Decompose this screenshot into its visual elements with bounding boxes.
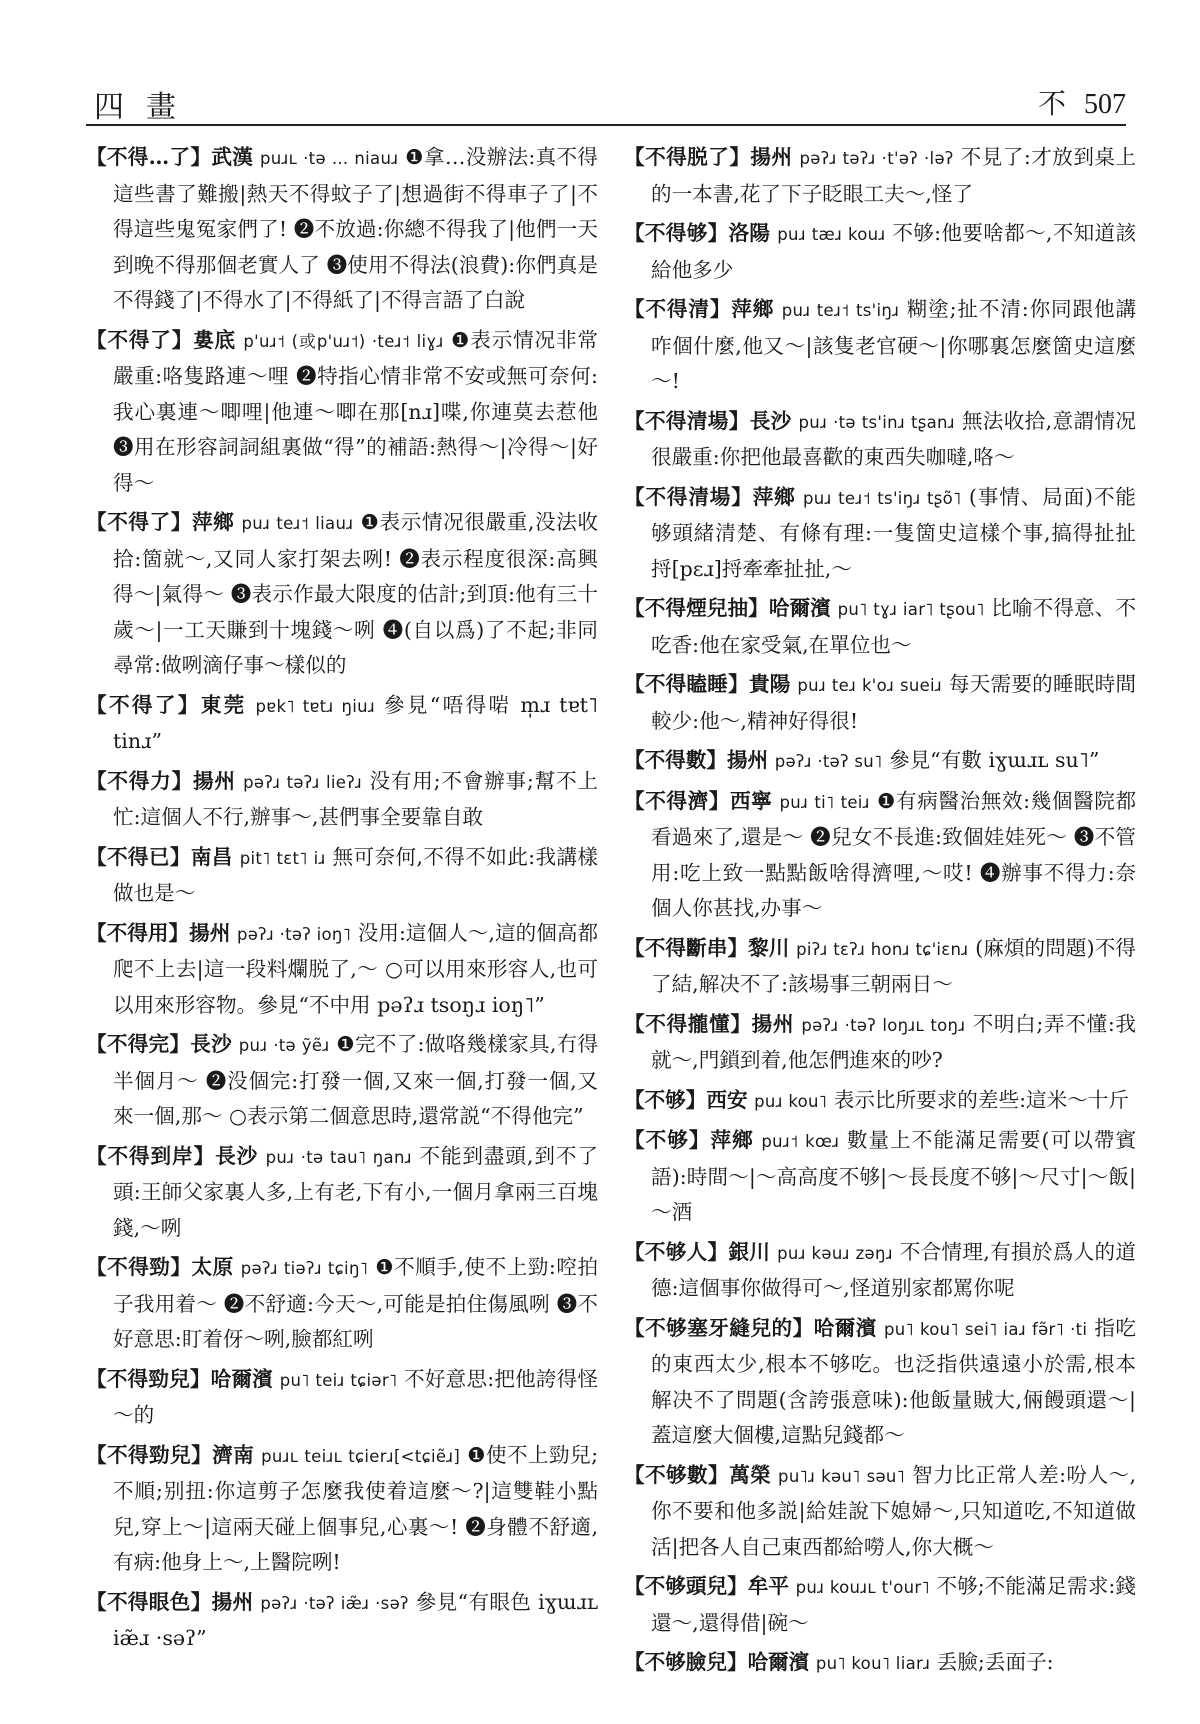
headword: 不得清場 [645, 484, 732, 509]
bracket-open: 【 [624, 1128, 646, 1152]
bracket-open: 【 [624, 1239, 645, 1264]
pronunciation: puɹ ·tə ỹẽɹ [238, 1036, 330, 1055]
dialect-location: 牟平 [747, 1574, 789, 1598]
pronunciation: pəʔɹ tiəʔɹ tɕiŋ˥ [240, 1259, 369, 1278]
dialect-location: 貴陽 [748, 672, 791, 696]
bracket-close: 】 [728, 408, 750, 433]
definition: 不能到盡頭,到不了頭:王師父家裏人多,上有老,下有小,一個月拿兩三百塊錢,～咧 [113, 1143, 598, 1240]
definition: 指吃的東西太少,根本不够吃。也泛指供遠遠小於需,根本解决不了問題(含誇張意味):他飯量賊大,倆饅頭還～|蓋這麼大個樓,這點兒錢都～ [651, 1315, 1136, 1447]
headword: 不得煙兒抽 [644, 596, 749, 620]
bracket-close: 】 [726, 1650, 748, 1674]
headword: 不够頭兒 [644, 1574, 728, 1598]
dialect-location: 哈爾濱 [210, 1366, 273, 1391]
pronunciation: pəʔɹ ·təʔ ioŋ˥ [236, 924, 352, 944]
headword: 不得脱了 [645, 145, 730, 169]
bracket-close: 】 [169, 844, 191, 869]
bracket-open: 【 [86, 1366, 107, 1391]
dialect-location: 揚州 [750, 145, 793, 169]
bracket-close: 】 [168, 920, 190, 945]
bracket-open: 【 [624, 788, 646, 813]
running-header [86, 78, 1126, 126]
dialect-location: 東莞 [200, 692, 247, 717]
dictionary-entry [624, 1083, 1136, 1120]
pronunciation: pu˥ teiɹ tɕiər˥ [279, 1370, 398, 1390]
definition: 不好意思:把他誇得怪～的 [113, 1366, 598, 1427]
headword: 不够 [645, 1128, 689, 1152]
dictionary-entry [624, 667, 1136, 739]
bracket-open: 【 [86, 844, 107, 869]
dictionary-entry [624, 784, 1136, 927]
dialect-location: 南昌 [190, 844, 233, 869]
bracket-close: 】 [170, 1255, 192, 1279]
bracket-open: 【 [624, 1315, 646, 1340]
bracket-open: 【 [624, 145, 646, 169]
pronunciation: pu˥ kou˥ sei˥ iaɹ fə̃r˥ ·ti [883, 1319, 1088, 1339]
dictionary-entry [86, 1139, 598, 1247]
headword: 不得眼色 [106, 1589, 191, 1614]
bracket-close: 】 [190, 145, 212, 169]
bracket-close: 】 [189, 1366, 211, 1391]
dialect-location: 濟南 [212, 1442, 255, 1467]
bracket-open: 【 [86, 327, 108, 352]
headword: 不得到岸 [107, 1143, 194, 1168]
bracket-open: 【 [86, 510, 108, 534]
bracket-close: 】 [708, 788, 730, 813]
dictionary-entry [86, 1585, 598, 1657]
headword: 不得勁 [107, 1255, 171, 1279]
dictionary-entry [624, 1123, 1136, 1231]
pronunciation: puɹʟ ·tə … niauɹ [259, 149, 399, 168]
headword: 不得勁兒 [106, 1366, 190, 1391]
dialect-location: 西安 [706, 1087, 748, 1112]
bracket-open: 【 [624, 297, 646, 321]
left-column [86, 140, 598, 1710]
dictionary-entry [86, 688, 598, 760]
bracket-open: 【 [624, 596, 645, 620]
definition: 不明白;弄不懂:我就～,門鎖到着,他怎們進來的吵? [651, 1011, 1136, 1072]
headword: 不够臉兒 [644, 1650, 727, 1674]
headword: 不够塞牙縫兒的 [645, 1315, 793, 1340]
dictionary-entry [624, 1569, 1136, 1641]
bracket-close: 】 [193, 1143, 216, 1168]
bracket-close: 】 [171, 768, 193, 793]
headword: 不得了 [108, 692, 178, 717]
dialect-location: 哈爾濱 [768, 596, 831, 620]
bracket-close: 】 [688, 1128, 711, 1152]
pronunciation: pu˥ɹ kəu˥ səu˥ [778, 1466, 906, 1486]
dictionary-entry [624, 140, 1136, 212]
definition: 没用:這個人～,這的個高都爬不上去|這一段料爛脱了,～ ○可以用來形容人,也可以用來形容物。參見“不中用 pəʔɹ tsoŋɹ ioŋ˥” [113, 920, 598, 1017]
dialect-location: 婁底 [193, 327, 236, 352]
dictionary-entry [624, 1458, 1136, 1566]
pronunciation: puɹ ·tə ts'inɹ tʂanɹ [798, 412, 955, 432]
bracket-open: 【 [624, 484, 646, 509]
dialect-location: 揚州 [726, 748, 769, 772]
pronunciation: puɹ ·tə tau˥ ŋanɹ [265, 1147, 412, 1167]
bracket-open: 【 [86, 920, 107, 945]
bracket-open: 【 [86, 692, 109, 717]
headword: 不得…了 [106, 145, 191, 169]
dialect-location: 洛陽 [728, 221, 771, 245]
pronunciation: pit˥ tɛt˥ iɹ [239, 848, 326, 868]
dictionary-entry [86, 505, 598, 684]
headword: 不得斷串 [644, 935, 728, 960]
bracket-open: 【 [86, 1143, 108, 1168]
headword: 不得了 [107, 327, 172, 352]
right-column [624, 140, 1136, 1710]
definition: 不够;不能滿足需求:錢還～,還得借|碗～ [651, 1574, 1136, 1635]
header-character: 不 [1037, 87, 1066, 120]
headword: 不得數 [644, 748, 707, 772]
dialect-location: 長沙 [215, 1143, 259, 1168]
dictionary-entry [624, 1235, 1136, 1307]
headword: 不够人 [644, 1239, 708, 1264]
dictionary-entry [624, 216, 1136, 288]
dictionary-entry [86, 764, 598, 836]
definition: 没有用;不會辦事;幫不上忙:這個人不行,辦事～,甚們事全要靠自敢 [113, 768, 598, 829]
definition: 丢臉;丢面子: [936, 1650, 1054, 1674]
dialect-location: 西寧 [729, 788, 773, 813]
dialect-location: 武漢 [211, 145, 254, 169]
definition: 不够:他要啥都～,不知道該給他多少 [651, 221, 1136, 282]
headword: 不得用 [106, 920, 169, 945]
dialect-location: 萬榮 [729, 1462, 772, 1487]
bracket-close: 】 [707, 221, 729, 245]
bracket-close: 】 [729, 145, 751, 169]
bracket-close: 】 [708, 1462, 730, 1487]
headword: 不得完 [106, 1032, 170, 1056]
pronunciation: pəʔɹ ·təʔ loŋɹʟ toŋɹ [801, 1015, 966, 1035]
dictionary-entry [86, 140, 598, 319]
bracket-open: 【 [624, 1574, 645, 1598]
pronunciation: puɹ kəuɹ zəŋɹ [777, 1243, 893, 1263]
definition: 智力比正常人差:吩人～,你不要和他多説|給娃說下媳婦～,只知道吃,不知道做活|把各人自己東西都給嘮人,你大概～ [651, 1462, 1136, 1559]
bracket-close: 】 [169, 1032, 191, 1056]
definition: 不見了:才放到桌上的一本書,花了下子眨眼工夫～,怪了 [651, 145, 1136, 206]
header-right [1038, 82, 1126, 122]
dictionary-entry [624, 1007, 1136, 1079]
headword: 不得濟 [645, 788, 709, 813]
pronunciation: puɹ tæɹ kouɹ [777, 225, 886, 244]
dialect-location: 銀川 [728, 1239, 771, 1264]
dictionary-entry [86, 1438, 598, 1581]
dialect-location: 萍鄉 [752, 484, 796, 509]
dictionary-entry [86, 1250, 598, 1358]
bracket-open: 【 [86, 145, 107, 169]
dialect-location: 長沙 [190, 1032, 232, 1056]
definition: ❶拿…没辦法:真不得這些書了難搬|熱天不得蚊子了|想過街不得車子了|不得這些鬼冤家們了! ❷不放過:你總不得我了|他們一天到晚不得那個老實人了 ❸使用不得法(浪費):你們真是不得錢了|不得水了|不得紙了|不得言語了白說 [113, 145, 598, 312]
bracket-close: 】 [706, 748, 727, 772]
dictionary-entry [86, 1362, 598, 1434]
dialect-location: 萍鄉 [191, 510, 235, 534]
bracket-open: 【 [86, 1032, 107, 1056]
definition: (事情、局面)不能够頭緒清楚、有條有理:一隻箇史這樣个事,搞得扯扯捋[pɛɹ]捋牽牽扯扯,～ [651, 484, 1136, 581]
bracket-close: 】 [731, 484, 753, 509]
pronunciation: puɹ teɹ k'oɹ sueiɹ [797, 676, 943, 695]
headword: 不得够 [644, 221, 708, 245]
headword: 不够 [644, 1087, 686, 1112]
definition: 表示比所要求的差些:這米～十斤 [833, 1087, 1129, 1112]
bracket-close: 】 [707, 1239, 729, 1264]
pronunciation: puɹ teɹ˦ liauɹ [241, 514, 354, 533]
headword: 不得清 [645, 297, 710, 321]
dictionary-entry [624, 931, 1136, 1003]
definition: ❶不順手,使不上勁:啌拍子我用着～ ❷不舒適:今天～,可能是拍住傷風咧 ❸不好意思:盯着伢～咧,臉都紅咧 [113, 1255, 598, 1351]
dialect-location: 太原 [191, 1255, 234, 1279]
definition: 數量上不能滿足需要(可以帶賓語):時間～|～高高度不够|～長長度不够|～尺寸|～飯|～酒 [651, 1128, 1136, 1224]
definition: 參見“有數 iɣɯɹʟ su˥” [889, 748, 1100, 772]
dictionary-entry [624, 591, 1136, 663]
pronunciation: puɹ˦ kœɹ [761, 1132, 840, 1151]
definition: ❶表示情况非常嚴重:咯隻路連～哩 ❷特指心情非常不安或無可奈何:我心裏連～唧哩|他連～唧在那[nɹ]喋,你連莫去惹他 ❸用在形容詞詞組裏做“得”的補語:熱得～|冷得～|好得～ [113, 327, 598, 495]
bracket-close: 】 [728, 672, 749, 696]
headword: 不得攏懂 [645, 1011, 731, 1036]
dictionary-entry [86, 916, 598, 1024]
definition: 每天需要的睡眠時間較少:他～,精神好得很! [651, 672, 1136, 733]
bracket-close: 】 [792, 1315, 814, 1340]
dialect-location: 長沙 [749, 408, 792, 433]
headword: 不得了 [107, 510, 171, 534]
dictionary-entry [624, 1311, 1136, 1454]
definition: ❶使不上勁兒;不順;别扭:你這剪子怎麼我使着這麼～?|這雙鞋小點兒,穿上～|這兩天碰上個事兒,心裏～! ❷身體不舒適,有病:他身上～,上醫院咧! [113, 1442, 598, 1574]
definition: 比喻不得意、不吃香:他在家受氣,在單位也～ [651, 596, 1136, 657]
dictionary-entry [624, 743, 1136, 780]
pronunciation: puɹʟ teiɹʟ tɕierɹ[<tɕiẽɹ] [261, 1446, 461, 1466]
dialect-location: 哈爾濱 [747, 1650, 810, 1674]
bracket-open: 【 [86, 1442, 108, 1467]
dialect-location: 黎川 [748, 935, 790, 960]
pronunciation: pu˥ kou˥ liarɹ [815, 1654, 931, 1673]
page-number: 507 [1084, 89, 1126, 120]
bracket-close: 】 [748, 596, 769, 620]
dictionary-entry [624, 1645, 1136, 1682]
headword: 不得瞌睡 [644, 672, 729, 696]
pronunciation: pəʔɹ ·təʔ su˥ [774, 752, 883, 771]
pronunciation: pəʔɹ ·təʔ iæ̃ɹ ·səʔ [260, 1593, 409, 1613]
bracket-close: 】 [170, 510, 192, 534]
bracket-open: 【 [624, 408, 645, 433]
dictionary-entry [624, 404, 1136, 476]
dictionary-entry [624, 292, 1136, 400]
dialect-location: 萍鄉 [710, 1128, 754, 1152]
pronunciation: pəʔɹ təʔɹ ·t'əʔ ·ləʔ [799, 149, 954, 168]
pronunciation: puɹ teɹ˦ ts'iŋɹ [781, 301, 900, 320]
bracket-open: 【 [624, 935, 645, 960]
bracket-open: 【 [86, 1589, 107, 1614]
pronunciation: p'uɹ˦ (或p'uɹ˦) ·teɹ˦ liɣɹ [243, 331, 444, 351]
pronunciation: pɐk˥ tɐtɹ ŋiuɹ [255, 696, 375, 716]
bracket-close: 】 [709, 297, 732, 321]
definition: ❶有病醫治無效:幾個醫院都看過來了,還是～ ❷兒女不長進:致個娃娃死～ ❸不管用:吃上致一點點飯啥得濟哩,～哎! ❹辦事不得力:奈個人你甚找,办事～ [651, 788, 1136, 920]
definition: (麻煩的問題)不得了結,解决不了:該場事三朝兩日～ [651, 935, 1136, 996]
dictionary-entry [86, 840, 598, 912]
bracket-close: 】 [171, 327, 194, 352]
definition: 參見“唔得啱 m̩ɹ tɐt˥ tinɹ” [113, 692, 598, 753]
headword: 不够數 [645, 1462, 709, 1487]
dialect-location: 哈爾濱 [813, 1315, 877, 1340]
bracket-close: 】 [727, 1574, 748, 1598]
bracket-close: 】 [685, 1087, 707, 1112]
dictionary-entry [86, 323, 598, 502]
pronunciation: pu˥ tɣɹ iar˥ tʂou˥ [837, 600, 985, 619]
bracket-open: 【 [624, 1011, 646, 1036]
bracket-open: 【 [624, 221, 645, 245]
pronunciation: pəʔɹ təʔɹ lieʔɹ [243, 772, 363, 792]
headword: 不得勁兒 [107, 1442, 192, 1467]
bracket-open: 【 [86, 1255, 108, 1279]
bracket-open: 【 [624, 1462, 646, 1487]
section-title: 四畫 [94, 90, 198, 125]
pronunciation: piʔɹ tɛʔɹ honɹ tɕ'iɛnɹ [796, 939, 969, 959]
dialect-location: 揚州 [193, 768, 236, 793]
bracket-close: 】 [177, 692, 201, 717]
definition: 參見“有眼色 iɣɯɹʟ iæ̃ɹ ·səʔ” [113, 1589, 598, 1650]
headword: 不得清場 [644, 408, 729, 433]
bracket-open: 【 [624, 1650, 645, 1674]
definition: 糊塗;扯不清:你同跟他講咋個什麼,他又～|該隻老官硬～|你哪裏怎麼箇史這麼～! [651, 297, 1136, 393]
bracket-open: 【 [86, 768, 108, 793]
bracket-open: 【 [624, 672, 645, 696]
text-columns [86, 140, 1136, 1710]
dialect-location: 揚州 [189, 920, 231, 945]
dialect-location: 萍鄉 [731, 297, 775, 321]
bracket-open: 【 [624, 748, 645, 772]
definition: 無可奈何,不得不如此:我講樣做也是～ [113, 844, 598, 905]
dialect-location: 揚州 [751, 1011, 795, 1036]
dialect-location: 揚州 [211, 1589, 254, 1614]
definition: ❶完不了:做咯幾樣家具,冇得半個月～ ❷没個完:打發一個,又來一個,打發一個,又來一個,那～ ○表示第二個意思時,還常説“不得他完” [113, 1032, 598, 1128]
bracket-close: 】 [191, 1442, 213, 1467]
pronunciation: puɹ kou˥ [754, 1091, 828, 1111]
bracket-close: 】 [727, 935, 749, 960]
pronunciation: puɹ ti˥ teiɹ [779, 792, 870, 812]
dictionary-entry [624, 480, 1136, 588]
pronunciation: puɹ kouɹʟ t'our˥ [795, 1578, 930, 1597]
bracket-close: 】 [730, 1011, 752, 1036]
bracket-close: 】 [190, 1589, 212, 1614]
headword: 不得已 [106, 844, 170, 869]
definition: 無法收拾,意謂情况很嚴重:你把他最喜歡的東西失咖噠,咯～ [651, 408, 1136, 469]
pronunciation: puɹ teɹ˦ ts'iŋɹ tʂõ˥ [803, 488, 962, 508]
definition: ❶表示情况很嚴重,没法收拾:箇就～,又同人家打架去咧! ❷表示程度很深:高興得～|氣得～ ❸表示作最大限度的估計;到頂:他有三十歲～|一工天賺到十塊錢～咧 ❹(自以爲)了不起;非同尋常:做咧滴仔事～樣似的 [113, 510, 598, 677]
headword: 不得力 [107, 768, 172, 793]
definition: 不合情理,有損於爲人的道德:這個事你做得可～,怪道别家都罵你呢 [651, 1239, 1136, 1300]
bracket-open: 【 [624, 1087, 645, 1112]
dictionary-entry [86, 1027, 598, 1135]
